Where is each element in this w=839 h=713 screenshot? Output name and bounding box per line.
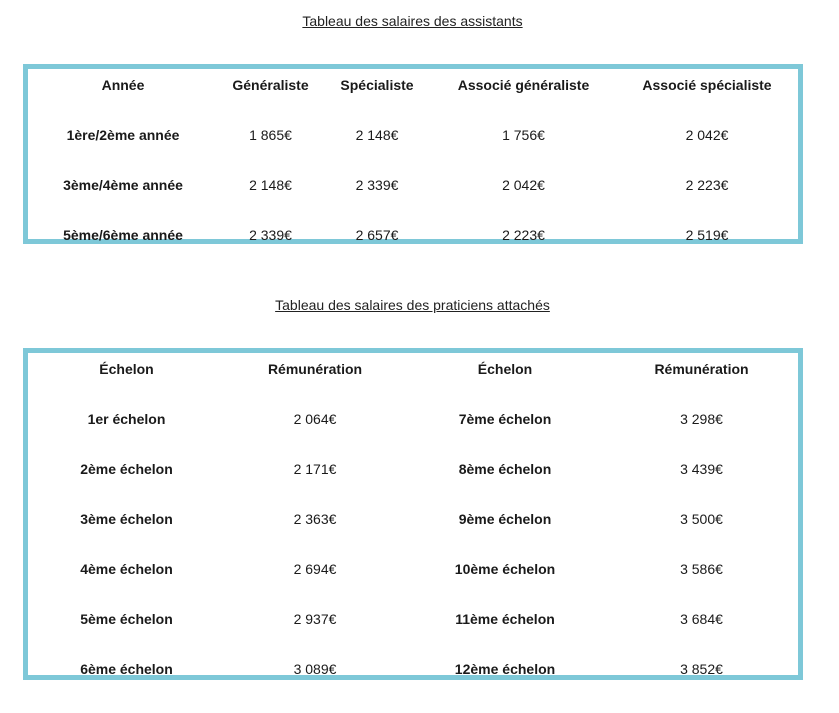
table-row [28,160,798,210]
table-cell: 3 852€ [680,661,723,677]
row-label: 1er échelon [87,411,166,427]
table-cell: 2 519€ [685,227,729,243]
table-cell: 2 171€ [293,461,337,477]
table-cell: 2 223€ [502,227,545,243]
column-header-associe-generaliste: Associé généraliste [457,77,590,93]
table-cell: 3 298€ [680,411,723,427]
row-label: 11ème échelon [455,611,555,627]
table-row [28,394,798,444]
column-header-specialiste: Spécialiste [340,77,414,93]
row-label: 4ème échelon [80,561,173,577]
assistants-table-caption: Tableau des salaires des assistants [302,13,523,29]
table-cell: 2 339€ [249,227,292,243]
row-label: 9ème échelon [458,511,552,527]
table-cell: 2 657€ [355,227,399,243]
row-label: 8ème échelon [458,461,552,477]
table-cell: 2 937€ [293,611,337,627]
table-row [28,594,798,644]
table-row [28,110,798,160]
table-cell: 2 223€ [685,177,729,193]
table-row [28,210,798,260]
column-header-generaliste: Généraliste [232,77,309,93]
row-label: 3ème échelon [80,511,173,527]
table-cell: 3 500€ [680,511,723,527]
table-header-row [28,344,798,394]
table-header-row [28,60,798,110]
attaches-table [28,344,798,694]
table-cell: 2 363€ [293,511,337,527]
table-cell: 2 148€ [355,127,399,143]
row-label: 5ème échelon [80,611,173,627]
row-label: 2ème échelon [80,461,173,477]
table-row [28,644,798,694]
table-cell: 3 439€ [680,461,723,477]
table-cell: 2 042€ [685,127,729,143]
column-header-echelon: Échelon [99,361,154,377]
row-label: 1ère/2ème année [66,127,180,143]
row-label: 7ème échelon [458,411,552,427]
row-label: 5ème/6ème année [63,227,183,243]
column-header-remuneration: Rémunération [267,361,363,377]
table-cell: 2 148€ [249,177,292,193]
table-cell: 3 586€ [680,561,723,577]
table-cell: 1 756€ [502,127,545,143]
column-header-associe-specialiste: Associé spécialiste [642,77,772,93]
attaches-salary-table [23,348,803,680]
table-cell: 1 865€ [249,127,292,143]
column-header-remuneration: Rémunération [654,361,749,377]
table-row [28,544,798,594]
table-cell: 3 089€ [293,661,337,677]
assistants-salary-table [23,64,803,244]
row-label: 3ème/4ème année [63,177,183,193]
table-cell: 2 694€ [293,561,337,577]
column-header-echelon: Échelon [477,361,533,377]
row-label: 12ème échelon [454,661,556,677]
attaches-table-caption: Tableau des salaires des praticiens attachés [275,297,550,313]
column-header-annee: Année [101,77,145,93]
table-cell: 2 064€ [293,411,337,427]
table-cell: 3 684€ [680,611,723,627]
assistants-table [28,60,798,260]
table-cell: 2 042€ [502,177,545,193]
row-label: 6ème échelon [80,661,173,677]
table-cell: 2 339€ [355,177,399,193]
table-row [28,444,798,494]
table-row [28,494,798,544]
row-label: 10ème échelon [454,561,556,577]
